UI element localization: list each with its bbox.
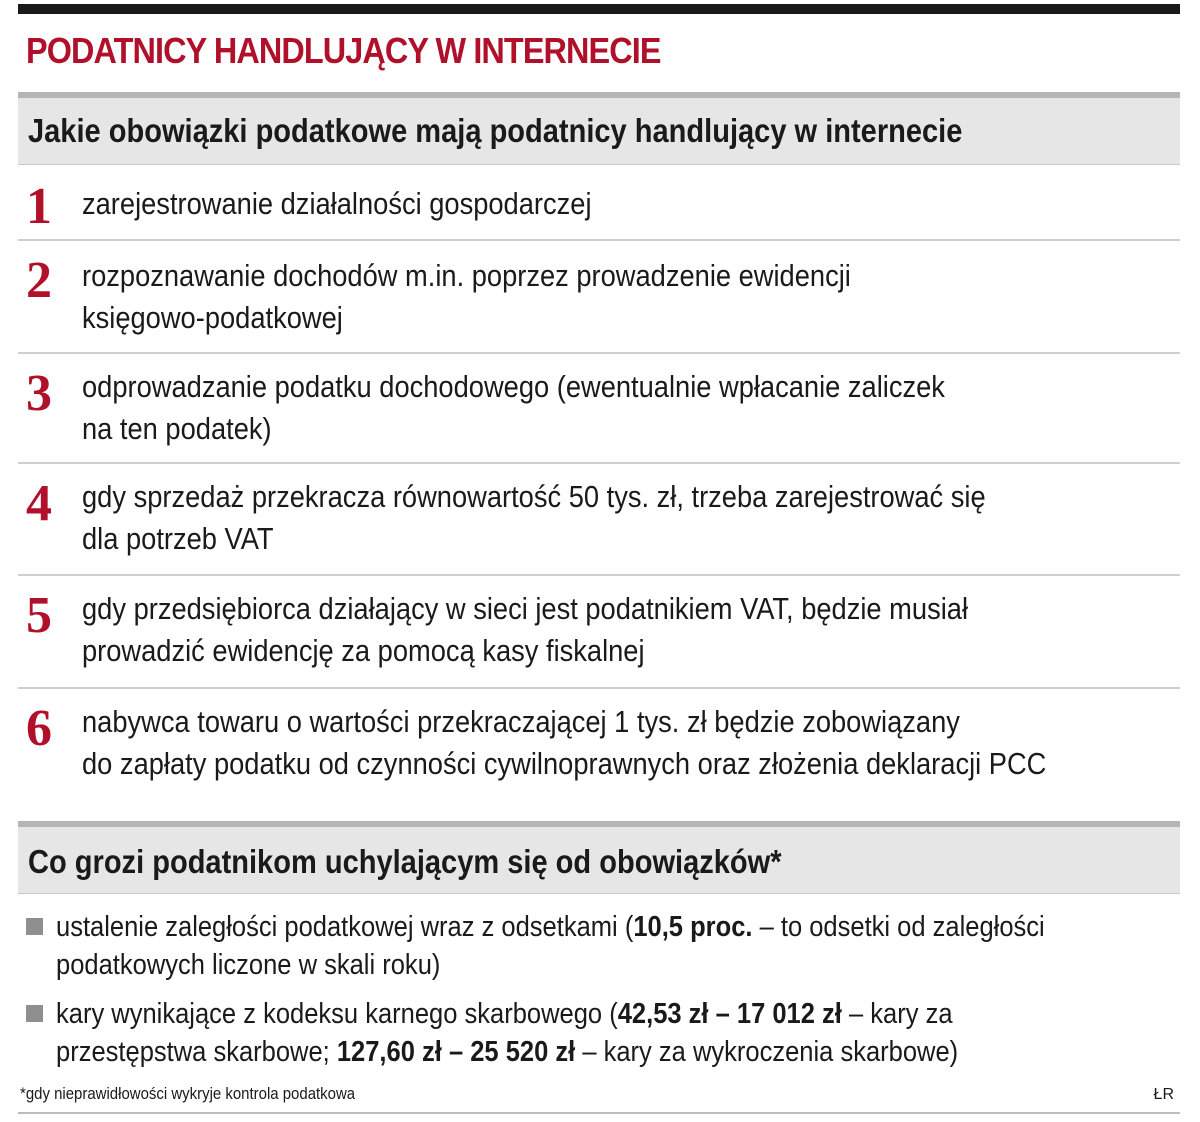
penalty-text	[56, 995, 958, 1071]
obligation-item-1	[18, 165, 1180, 241]
page-title: PODATNICY HANDLUJĄCY W INTERNECIE	[26, 30, 661, 71]
square-bullet-icon	[26, 918, 43, 935]
obligation-line: nabywca towaru o wartości przekraczającej 1 tys. zł będzie zobowiązany	[82, 704, 960, 739]
obligation-number: 6	[26, 700, 52, 757]
obligation-number: 2	[26, 252, 52, 309]
author-credit: ŁR	[1153, 1086, 1174, 1103]
obligation-line: prowadzić ewidencję za pomocą kasy fiskalnej	[82, 633, 645, 668]
top-rule	[18, 4, 1180, 14]
obligation-number: 5	[26, 587, 52, 644]
penalties-heading: Co grozi podatnikom uchylającym się od obowiązków*	[28, 843, 782, 880]
obligation-line: księgowo-podatkowej	[82, 300, 343, 335]
obligation-line: rozpoznawanie dochodów m.in. poprzez prowadzenie ewidencji	[82, 258, 851, 293]
penalty-line: ustalenie zaległości podatkowej wraz z odsetkami (10,5 proc. – to odsetki od zaległości	[56, 911, 1045, 943]
obligations-heading: Jakie obowiązki podatkowe mają podatnicy handlujący w internecie	[28, 112, 963, 149]
penalty-line: podatkowych liczone w skali roku)	[56, 949, 441, 981]
footnote: *gdy nieprawidłowości wykryje kontrola podatkowa	[20, 1084, 356, 1103]
obligation-number: 4	[26, 475, 52, 532]
penalty-item-1	[26, 908, 1176, 988]
obligation-item-5	[18, 576, 1180, 689]
fine-range-misdemeanours: 127,60 zł – 25 520 zł	[336, 1036, 576, 1068]
penalty-text	[56, 908, 1045, 984]
obligation-text	[82, 183, 592, 225]
interest-rate: 10,5 proc.	[633, 911, 753, 943]
obligation-line: odprowadzanie podatku dochodowego (ewentualnie wpłacanie zaliczek	[82, 369, 945, 404]
obligation-text	[82, 255, 851, 339]
obligation-line: dla potrzeb VAT	[82, 521, 274, 556]
obligation-line: na ten podatek)	[82, 411, 272, 446]
square-bullet-icon	[26, 1005, 43, 1022]
obligation-item-4	[18, 464, 1180, 576]
fine-range-offences: 42,53 zł – 17 012 zł	[617, 998, 842, 1030]
obligation-line: gdy sprzedaż przekracza równowartość 50 tys. zł, trzeba zarejestrować się	[82, 479, 986, 514]
bottom-rule	[18, 1112, 1180, 1114]
penalty-line: przestępstwa skarbowe; 127,60 zł – 25 520 zł – kary za wykroczenia skarbowe)	[56, 1036, 959, 1068]
obligation-line: do zapłaty podatku od czynności cywilnoprawnych oraz złożenia deklaracji PCC	[82, 746, 1047, 781]
obligation-text	[82, 588, 968, 672]
obligation-item-6	[18, 689, 1180, 807]
obligation-number: 1	[26, 178, 52, 235]
obligations-header	[18, 92, 1180, 165]
obligation-text	[82, 701, 1046, 785]
penalty-line: kary wynikające z kodeksu karnego skarbowego (42,53 zł – 17 012 zł – kary za	[56, 998, 953, 1030]
obligation-number: 3	[26, 365, 52, 422]
obligation-text	[82, 476, 986, 560]
penalties-header	[18, 821, 1180, 894]
penalty-item-2	[26, 995, 1176, 1075]
obligation-text	[82, 366, 945, 450]
obligation-line: gdy przedsiębiorca działający w sieci jest podatnikiem VAT, będzie musiał	[82, 591, 969, 626]
obligation-item-3	[18, 354, 1180, 464]
obligation-item-2	[18, 241, 1180, 354]
obligation-line: zarejestrowanie działalności gospodarczej	[82, 186, 592, 221]
